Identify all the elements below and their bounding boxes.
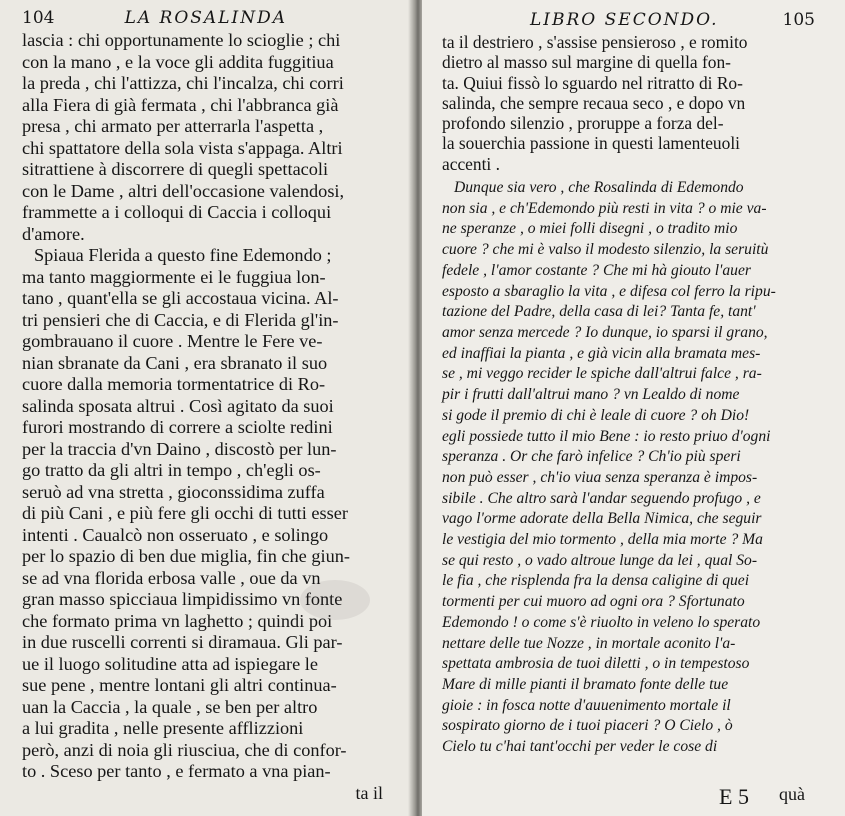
text-line: se qui resto , o vado altroue lunge da lei , qual So- [442, 551, 758, 569]
right-intro-text [442, 32, 825, 174]
text-line: ue il luogo solitudine atta ad ispiegare le [22, 653, 318, 674]
text-line: se ad vna florida erbosa valle , oue da vn [22, 567, 321, 588]
text-line: Dunque sia vero , che Rosalinda di Edemondo [454, 179, 744, 197]
right-footer [719, 784, 805, 810]
left-running-head [22, 8, 387, 30]
text-line: gioie : in fosca notte d'auuenimento mortale il [442, 696, 731, 714]
text-line: seruò ad vna stretta , gioconssidima zuffa [22, 481, 325, 502]
text-line: la souerchia passione in questi lamenteuoli [442, 133, 740, 154]
text-line: ta il destriero , s'assise pensieroso , e romito [442, 32, 748, 52]
left-catchword: ta il [355, 782, 383, 803]
left-running-title: LA ROSALINDA [124, 8, 287, 28]
text-line: nian sbranate da Cani , era sbranato il suo [22, 352, 328, 373]
text-line: presa , chi armato per atterrarla l'aspetta , [22, 116, 324, 136]
right-page-number: 105 [782, 10, 815, 30]
text-line: tazione del Padre, della casa di lei? Tanta fe, tant' [442, 303, 756, 321]
text-line: le fia , che risplenda fra la densa caligine di quei [442, 572, 750, 590]
text-line: ne speranze , o miei folli disegni , o tradito mio [442, 220, 738, 238]
text-line: a lui gradita , nelle presente afflizzioni [22, 718, 304, 738]
text-line: d'amore. [22, 223, 85, 244]
text-line: intenti . Caualcò non osseruato , e solingo [22, 524, 329, 545]
text-line: go tratto da gli altri in tempo , ch'egli os- [22, 460, 321, 480]
signature-mark: E 5 [719, 784, 749, 809]
text-line: Edemondo ! o come s'è riuolto in veleno lo sperato [442, 613, 761, 631]
text-line: fedele , l'amor costante ? Che mi hà giouto l'auer [442, 261, 751, 279]
text-line: tri pensieri che di Caccia, e di Flerida gl'in- [22, 309, 339, 330]
text-line: per la traccia d'vn Daino , discostò per lun- [22, 438, 337, 459]
text-line: tormenti per cui muoro ad ogni ora ? Sfortunato [442, 593, 745, 611]
text-line: per lo spazio di ben due miglia, fin che giun- [22, 546, 350, 566]
text-line: amor senza mercede ? Io dunque, io sparsi il grano, [442, 324, 768, 341]
text-line: sospirato giorno de i tuoi piaceri ? O Cielo , ò [442, 717, 733, 735]
text-line: furori mostrando di correre a sciolte redini [22, 417, 333, 437]
left-page-number: 104 [22, 8, 55, 28]
text-line: egli possiede tutto il mio Bene : io resto priuo d'ogni [442, 427, 771, 445]
text-line: di più Cani , e più fere gli occhi di tutti esser [22, 503, 348, 523]
text-line: salinda, che sempre recaua seco , e dopo vn [442, 92, 746, 113]
text-line: ma tanto maggiormente ei le fuggiua lon- [22, 266, 326, 287]
text-line: in due ruscelli correnti si diramaua. Gli par- [22, 632, 343, 652]
text-line: si gode il premio di chi è leale di cuore ? oh Dio! [442, 406, 750, 424]
text-line: to . Sceso per tanto , e fermato a vna pian- [22, 761, 331, 781]
text-line: Mare di mille pianti il bramato fonte delle tue [442, 675, 729, 693]
text-line: ta. Quiui fissò lo sguardo nel ritratto di Ro- [442, 72, 743, 93]
text-line: non può esser , ch'io viua senza speranza è impos- [442, 468, 758, 486]
text-line: gombrauano il cuore . Mentre le Fere ve- [22, 331, 323, 351]
text-line: se , mi veggo recider le spiche dall'altrui falce , ra- [442, 365, 762, 383]
text-line: pir i frutti dall'altrui mano ? vn Lealdo di nome [442, 386, 740, 404]
text-line: chi spattatore della sola vista s'appaga. Altri [22, 137, 343, 158]
text-line: spettata ambrosia de tuoi diletti , o in tempestoso [442, 655, 750, 673]
text-line: frammette a i colloqui di Caccia i colloqui [22, 202, 332, 222]
text-line: salinda sposata altrui . Così agitato da suoi [22, 395, 334, 416]
text-line: cuore ? che mi è valso il modesto silenzio, la seruitù [442, 241, 769, 259]
text-line: che formato prima vn laghetto ; quindi poi [22, 610, 333, 631]
right-page [422, 0, 845, 816]
text-line: speranza . Or che farò infelice ? Ch'io più speri [442, 448, 741, 466]
text-line: con la mano , e la voce gli addita fuggitiua [22, 51, 334, 72]
text-line: però, anzi di noia gli riusciua, che di confor- [22, 739, 347, 760]
left-page [0, 0, 415, 816]
right-running-head [442, 10, 825, 32]
text-line: lascia : chi opportunamente lo scioglie ; chi [22, 30, 341, 50]
text-line: accenti . [442, 153, 500, 174]
text-line: nettare delle tue Nozze , in mortale aconito l'a- [442, 634, 736, 652]
text-line: tano , quant'ella se gli accostaua vicina. Al- [22, 288, 339, 308]
text-line: uan la Caccia , la quale , se ben per altro [22, 696, 318, 717]
text-line: sue pene , mentre lontani gli altri continua- [22, 675, 337, 695]
right-lament-text [442, 178, 825, 758]
ink-blot [300, 580, 370, 620]
text-line: ed inaffiai la pianta , e già vicin alla bramata mes- [442, 344, 761, 362]
text-line: non sia , e ch'Edemondo più resti in vita ? o mie va- [442, 199, 767, 217]
text-line: esposto a sbaraglio la vita , e difesa col ferro la ripu- [442, 282, 776, 300]
text-line: Spiaua Flerida a questo fine Edemondo ; [34, 245, 332, 265]
text-line: profondo silenzio , proruppe a forza del- [442, 113, 724, 134]
text-line: vago l'orme adorate della Bella Nimica, che seguir [442, 510, 762, 528]
text-line: cuore dalla memoria tormentatrice di Ro- [22, 374, 326, 394]
text-line: sitrattiene à discorrere di quegli spettacoli [22, 159, 329, 179]
text-line: la preda , chi l'attizza, chi l'incalza, chi corri [22, 73, 344, 93]
right-running-title: LIBRO SECONDO. [530, 10, 719, 30]
text-line: con le Dame , altri dell'occasione valendosi, [22, 180, 345, 201]
text-line: sibile . Che altro sarà l'andar seguendo profugo , e [442, 489, 761, 507]
text-line: gran masso spicciaua limpidissimo vn fonte [22, 589, 343, 609]
left-body-text [22, 30, 387, 783]
text-line: le vestigia del mio tormento , della mia morte ? Ma [442, 531, 763, 549]
right-catchword: quà [779, 784, 805, 804]
text-line: dietro al masso sul margine di quella fon- [442, 52, 731, 73]
text-line: alla Fiera di già fermata , chi l'abbranca già [22, 94, 339, 115]
text-line: Cielo tu c'hai tant'occhi per veder le cose di [442, 738, 718, 756]
